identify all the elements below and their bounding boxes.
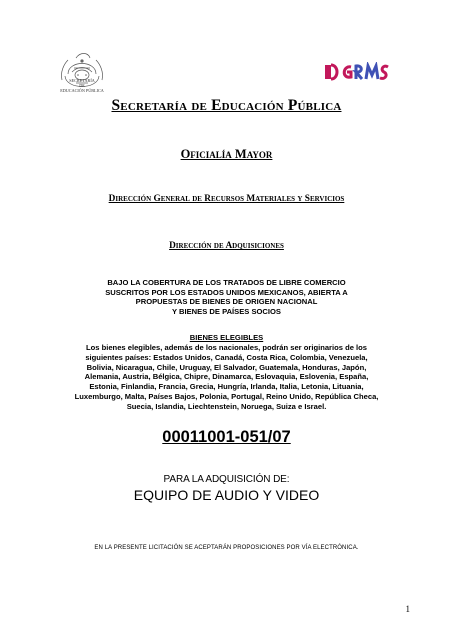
- electronic-notice: EN LA PRESENTE LICITACIÓN SE ACEPTARÁN PROPOSICIONES POR VÍA ELECTRÓNICA.: [94, 545, 359, 551]
- seal-caption: [50, 78, 114, 93]
- bienes-line: Los bienes elegibles, además de los nacionales, podrán ser originarios de los: [85, 343, 368, 352]
- seal-caption-line: DE: [79, 83, 85, 88]
- para-label: PARA LA ADQUISICIÓN DE:: [163, 474, 290, 485]
- seal-caption-line: EDUCACIÓN PÚBLICA: [60, 88, 104, 93]
- seal-caption-line: SECRETARÍA: [69, 78, 95, 83]
- bienes-text: [0, 343, 453, 412]
- direccion: Dirección de Adquisiciones: [169, 241, 284, 251]
- bienes-line: Bolivia, Nicaragua, Chile, Uruguay, El Salvador, Guatemala, Honduras, Japón,: [86, 362, 367, 372]
- licitacion-code: 00011001-051/07: [162, 428, 291, 446]
- direccion-general: Dirección General de Recursos Materiales y Servicios: [108, 194, 345, 204]
- coverage-line: BAJO LA COBERTURA DE LOS TRATADOS DE LIBRE COMERCIO: [107, 278, 346, 287]
- bienes-line: Suecia, Islandia, Liechtenstein, Noruega, Suiza e Israel.: [126, 401, 327, 411]
- dgrms-logo: [325, 62, 389, 82]
- page-title: Secretaría de Educación Pública: [111, 97, 342, 114]
- coverage-line: Y BIENES DE PAÍSES SOCIOS: [171, 306, 281, 316]
- objeto-licitacion: EQUIPO DE AUDIO Y VIDEO: [133, 487, 320, 503]
- bienes-line: Estonia, Finlandia, Francia, Grecia, Hungría, Irlanda, Italia, Letonia, Lituania,: [89, 382, 364, 392]
- bienes-line: siguientes países: Estados Unidos, Canadá, Costa Rica, Colombia, Venezuela,: [85, 352, 368, 362]
- subtitle: Oficialía Mayor: [180, 147, 273, 161]
- bienes-line: Alemania, Austria, Bélgica, Chipre, Dinamarca, Eslovaquia, Eslovenia, España,: [84, 372, 369, 382]
- bienes-line: Luxemburgo, Malta, Países Bajos, Polonia, Portugal, Reino Unido, República Checa,: [74, 391, 379, 401]
- coverage-statement: [0, 278, 453, 316]
- page-number: 1: [405, 604, 410, 614]
- coverage-line: PROPUESTAS DE BIENES DE ORIGEN NACIONAL: [135, 297, 318, 307]
- bienes-title: BIENES ELEGIBLES: [189, 333, 264, 342]
- coverage-line: SUSCRITOS POR LOS ESTADOS UNIDOS MEXICANOS, ABIERTA A: [105, 287, 348, 297]
